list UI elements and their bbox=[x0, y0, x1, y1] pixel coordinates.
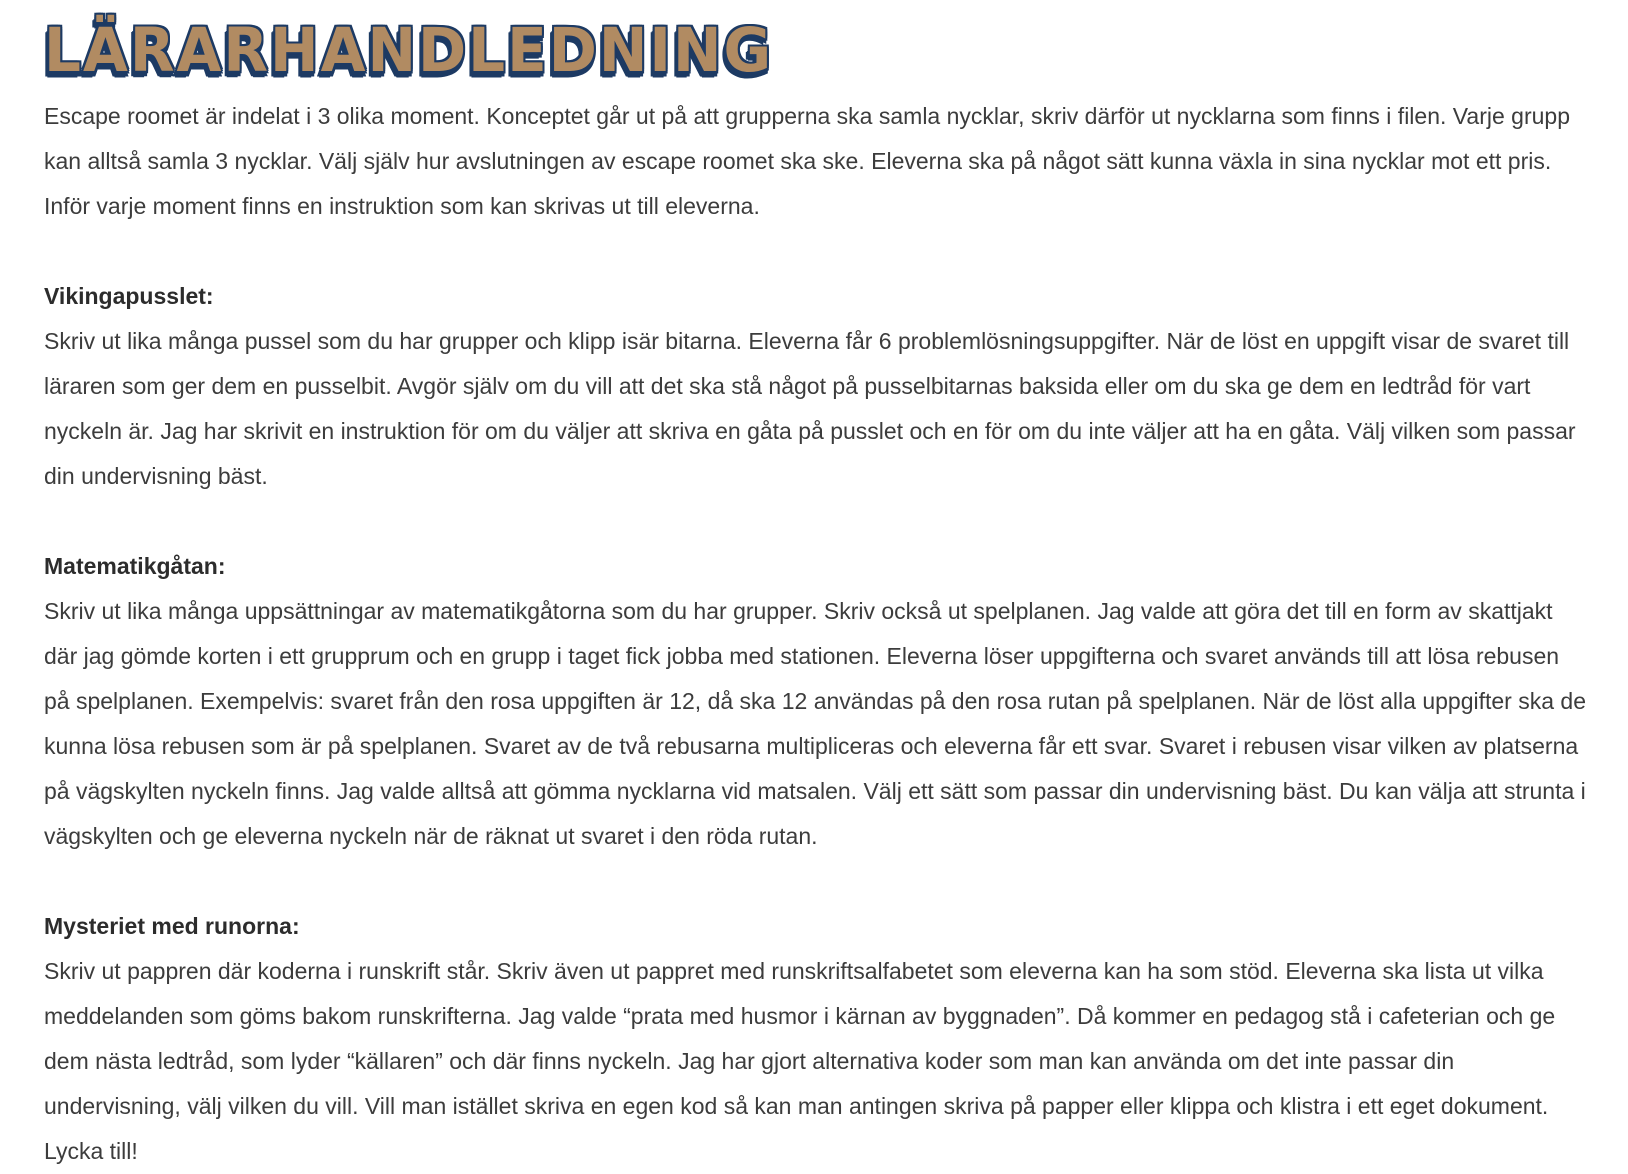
page-title: LÄRARHANDLEDNING bbox=[44, 15, 774, 86]
section-heading-vikingapusslet: Vikingapusslet: bbox=[44, 283, 214, 309]
section-vikingapusslet bbox=[44, 274, 1590, 499]
section-heading-mysteriet-med-runorna: Mysteriet med runorna: bbox=[44, 913, 300, 939]
document-body bbox=[44, 94, 1590, 1174]
section-matematikgatan bbox=[44, 544, 1590, 859]
section-body-mysteriet-med-runorna: Skriv ut pappren där koderna i runskrift står. Skriv även ut pappret med runskriftsalfabetet som eleverna kan ha som stöd. Eleverna ska lista ut vilka meddelanden som göms bakom runskrifterna. Jag valde “prata med husmor i kärnan av byggnaden”. Då kommer en pedagog stå i cafeterian och ge dem nästa ledtråd, som lyder “källaren” och där finns nyckeln. Jag har gjort alternativa koder som man kan använda om det inte passar din undervisning, välj vilken du vill. Vill man istället skriva en egen kod så kan man antingen skriva på papper eller klippa och klistra i ett eget dokument. bbox=[44, 958, 1556, 1119]
closing-text: Lycka till! bbox=[44, 1138, 138, 1164]
section-body-vikingapusslet: Skriv ut lika många pussel som du har grupper och klipp isär bitarna. Eleverna får 6 problemlösningsuppgifter. När de löst en uppgift visar de svaret till läraren som ger dem en pusselbit. Avgör själv om du vill att det ska stå något på pusselbitarnas baksida eller om du ska ge dem en ledtråd för vart nyckeln är. Jag har skrivit en instruktion för om du väljer att skriva en gåta på pusslet och en för om du inte väljer att ha en gåta. Välj vilken som passar din undervisning bäst. bbox=[44, 328, 1576, 489]
section-mysteriet-med-runorna bbox=[44, 904, 1590, 1129]
section-heading-matematikgatan: Matematikgåtan: bbox=[44, 553, 226, 579]
intro-paragraph: Escape roomet är indelat i 3 olika moment. Konceptet går ut på att grupperna ska samla nycklar, skriv därför ut nycklarna som finns i filen. Varje grupp kan alltså samla 3 nycklar. Välj själv hur avslutningen av escape roomet ska ske. Eleverna ska på något sätt kunna växla in sina nycklar mot ett pris. Inför varje moment finns en instruktion som kan skrivas ut till eleverna. bbox=[44, 103, 1570, 219]
section-body-matematikgatan: Skriv ut lika många uppsättningar av matematikgåtorna som du har grupper. Skriv också ut spelplanen. Jag valde att göra det till en form av skattjakt där jag gömde korten i ett grupprum och en grupp i taget fick jobba med stationen. Eleverna löser uppgifterna och svaret används till att lösa rebusen på spelplanen. Exempelvis: svaret från den rosa uppgiften är 12, då ska 12 användas på den rosa rutan på spelplanen. När de löst alla uppgifter ska de kunna lösa rebusen som är på spelplanen. Svaret av de två rebusarna multipliceras och eleverna får ett svar. Svaret i rebusen visar vilken av platserna på vägskylten nyckeln finns. Jag valde alltså att gömma nycklarna vid matsalen. Välj ett sätt som passar din undervisning bäst. Du kan välja att strunta i vägskylten och ge eleverna nyckeln när de räknat ut svaret i den röda rutan. bbox=[44, 598, 1586, 849]
